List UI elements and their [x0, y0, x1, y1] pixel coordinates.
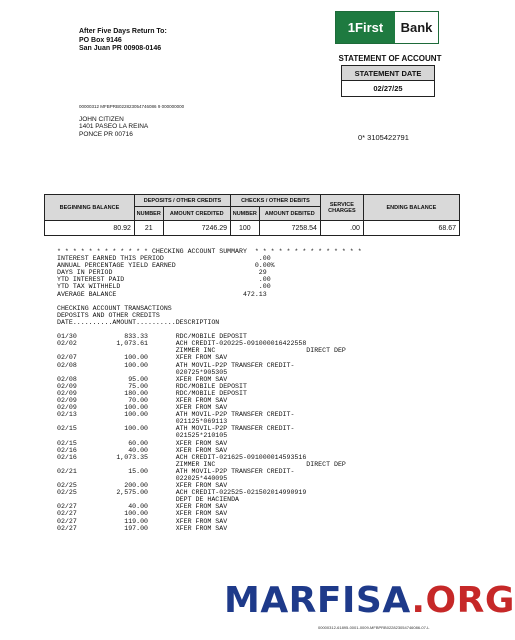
statement-line: DAYS IN PERIOD 29 [57, 269, 267, 277]
statement-line: 02/21 15.00 ATH MOVIL-P2P TRANSFER CREDIT- [57, 467, 295, 475]
watermark [224, 580, 515, 621]
deposits-header: DEPOSITS / OTHER CREDITS [134, 195, 230, 207]
amount-credited-header: AMOUNT CREDITED [163, 207, 230, 221]
statement-line: 02/15 100.00 ATH MOVIL-P2P TRANSFER CREDIT- [57, 425, 295, 433]
ending-balance-header: ENDING BALANCE [363, 195, 459, 221]
return-address [79, 28, 167, 54]
statement-line: 02/27 197.00 XFER FROM SAV [57, 524, 228, 532]
statement-line: 02/25 200.00 XFER FROM SAV [57, 482, 228, 490]
ending-balance-value: 68.67 [363, 221, 459, 236]
amount-debited-value: 7258.54 [259, 221, 320, 236]
deposit-count-value: 21 [134, 221, 163, 236]
return-address-line-2: PO Box 9146 [79, 36, 122, 44]
amount-debited-header: AMOUNT DEBITED [259, 207, 320, 221]
account-number: 0* 3105422791 [358, 133, 409, 142]
statement-date-value: 02/27/25 [373, 84, 403, 93]
check-count-value: 100 [231, 221, 260, 236]
statement-date-box [341, 65, 435, 97]
statement-line [57, 326, 362, 333]
statement-line: 02/25 2,575.00 ACH CREDIT-022525-021502014990919 [57, 489, 307, 497]
statement-line: 01/30 833.33 RDC/MOBILE DEPOSIT [57, 333, 247, 341]
statement-line: 02/09 180.00 RDC/MOBILE DEPOSIT [57, 389, 247, 397]
statement-line: YTD INTEREST PAID .00 [57, 276, 271, 284]
deposit-number-header: NUMBER [134, 207, 163, 221]
account-activity [57, 248, 362, 532]
statement-line: 021125*069113 [57, 418, 228, 426]
beginning-balance-header: BEGINNING BALANCE [45, 195, 135, 221]
statement-line: 02/08 95.00 XFER FROM SAV [57, 375, 228, 383]
statement-line: 021525*210105 [57, 432, 228, 440]
customer-street: 1401 PASEO LA REINA [79, 123, 149, 131]
statement-line: DEPT DE HACIENDA [57, 496, 240, 504]
statement-line: 02/09 70.00 XFER FROM SAV [57, 396, 228, 404]
statement-line: CHECKING ACCOUNT TRANSACTIONS [57, 304, 172, 312]
service-charges-header: SERVICE CHARGES [320, 195, 363, 221]
statement-line: * * * * * * * * * * * * CHECKING ACCOUNT SUMMARY * * * * * * * * * * * * * * [57, 248, 362, 255]
statement-line: DEPOSITS AND OTHER CREDITS [57, 311, 160, 319]
statement-line: 02/27 119.00 XFER FROM SAV [57, 517, 228, 525]
statement-line [57, 298, 362, 305]
statement-title: STATEMENT OF ACCOUNT [338, 54, 442, 63]
statement-line: 02/16 1,073.35 ACH CREDIT-021625-091000014593516 [57, 453, 307, 461]
statement-line: 02/13 100.00 ATH MOVIL-P2P TRANSFER CREDIT- [57, 411, 295, 419]
statement-line: AVERAGE BALANCE 472.13 [57, 290, 267, 298]
statement-line: 022025*440095 [57, 475, 228, 482]
mailing-code: 00000312 MFBPRB022823054746086 9 000000000 [79, 104, 185, 109]
logo-part-2: Bank [395, 12, 438, 43]
statement-line: ZIMMER INC DIRECT DEP [57, 460, 346, 468]
statement-line: YTD TAX WITHHELD .00 [57, 283, 271, 291]
first-bank-logo [335, 11, 439, 44]
statement-line: 02/09 100.00 XFER FROM SAV [57, 404, 228, 412]
customer-address [79, 116, 148, 138]
return-address-line-3: San Juan PR 00908-0146 [79, 45, 162, 53]
customer-name: JOHN CITIZEN [79, 116, 124, 123]
statement-date-label: STATEMENT DATE [342, 66, 434, 81]
statement-line: 02/16 40.00 XFER FROM SAV [57, 446, 228, 454]
checks-header: CHECKS / OTHER DEBITS [231, 195, 321, 207]
beginning-balance-value: 80.92 [45, 221, 135, 236]
statement-line: 02/27 100.00 XFER FROM SAV [57, 510, 228, 518]
statement-line: 02/15 60.00 XFER FROM SAV [57, 439, 228, 447]
statement-line: ZIMMER INC DIRECT DEP [57, 347, 346, 355]
check-number-header: NUMBER [231, 207, 260, 221]
watermark-part-2: .ORG [411, 580, 515, 621]
watermark-part-1: MARFISA [224, 580, 412, 621]
statement-line: 02/09 75.00 RDC/MOBILE DEPOSIT [57, 382, 247, 390]
customer-city: PONCE PR 00716 [79, 130, 133, 138]
statement-line: 02/27 40.00 XFER FROM SAV [57, 503, 228, 511]
statement-line: INTEREST EARNED THIS PERIOD .00 [57, 255, 271, 263]
statement-line: 02/08 100.00 ATH MOVIL-P2P TRANSFER CREDIT- [57, 361, 295, 369]
logo-part-1: 1First [336, 12, 395, 43]
return-address-line-1: After Five Days Return To: [79, 28, 167, 35]
service-charges-value: .00 [320, 221, 363, 236]
statement-line: 02/07 100.00 XFER FROM SAV [57, 354, 228, 362]
amount-credited-value: 7246.29 [163, 221, 230, 236]
balance-summary-table [44, 194, 460, 236]
statement-line: 020725*905305 [57, 368, 228, 376]
statement-line: ANNUAL PERCENTAGE YIELD EARNED 0.00% [57, 262, 275, 270]
statement-line: DATE..........AMOUNT..........DESCRIPTION [57, 318, 220, 326]
statement-line: 02/02 1,073.61 ACH CREDIT-020225-091000016422558 [57, 340, 307, 348]
footer-code: 00000312-61895-0001-0009-MFBPRB022823054746086-07-L [318, 625, 430, 630]
